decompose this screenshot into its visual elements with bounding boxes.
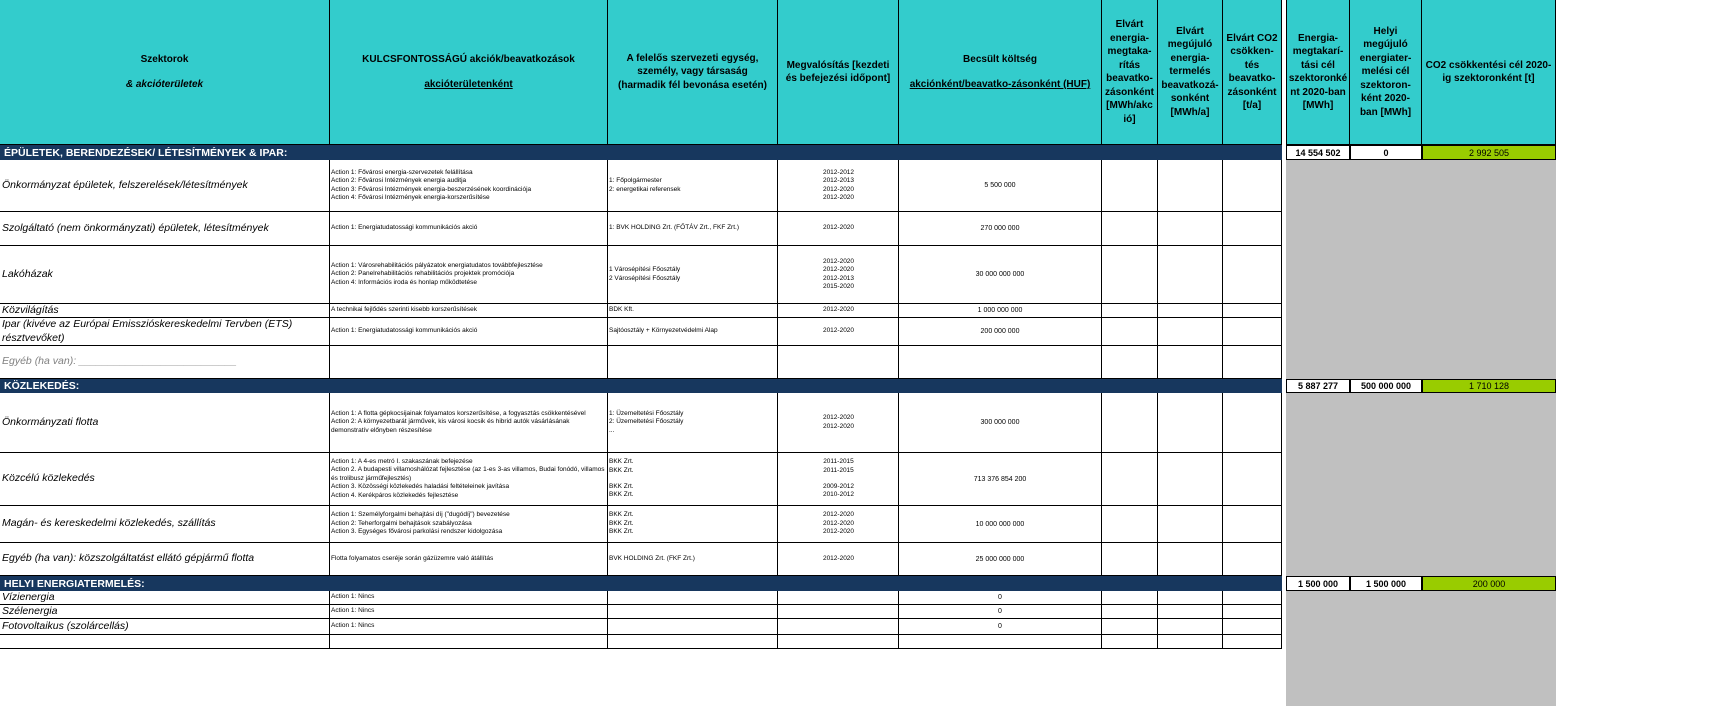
responsible-item: 1: BVK HOLDING Zrt. (FŐTÁV Zrt., FKF Zrt.) [609,224,740,232]
action-item: Action 3. Közösségi közlekedés haladási feltételeinek javítása [331,483,510,491]
period-cell [778,543,899,576]
empty-cell [1102,635,1158,649]
action-item: Action 4: Információs iroda és honlap működtetése [331,278,477,286]
empty-cell [1102,506,1158,543]
actions-cell [330,605,608,619]
responsible-item [609,475,777,483]
actions-cell [330,453,608,506]
responsible-item: BKK Zrt. [609,519,634,527]
period-item: 2012-2020 [822,306,855,314]
responsible-cell [608,605,778,619]
period-item: 2011-2015 [823,458,854,466]
actions-cell [330,591,608,605]
period-cell [778,346,899,379]
energy-target-value: 5 887 277 [1286,379,1350,393]
responsible-cell [608,318,778,346]
cost-cell: 5 500 000 [899,160,1102,212]
empty-cell [1223,246,1282,304]
period-item: 2012-2012 [822,168,855,176]
actions-cell [330,506,608,543]
empty-cell [1158,635,1223,649]
responsible-cell [608,160,778,212]
empty-cell [1158,246,1223,304]
period-cell [778,453,899,506]
period-cell [778,619,899,635]
action-item: Action 2: Fővárosi Intézmények energia auditja [331,177,467,185]
cost-cell [899,346,1102,379]
responsible-item: BKK Zrt. [609,483,634,490]
action-item: Action 1: A 4-es metró I. szakaszának befejezése [331,457,473,465]
responsible-item: 1: Üzemeltetési Főosztály [609,409,684,417]
empty-cell [1158,346,1223,379]
empty-cell [1158,453,1223,506]
period-item: 2009-2012 [822,483,855,490]
responsible-item: ... [609,426,615,434]
empty-cell [1158,318,1223,346]
sector-label: Vízienergia [0,591,330,605]
period-cell [778,212,899,246]
cost-cell: 10 000 000 000 [899,506,1102,543]
action-item: Action 1: Nincs [331,607,375,615]
period-item: 2012-2020 [822,185,855,193]
target-grey-area [1286,591,1556,706]
cost-cell: 0 [899,591,1102,605]
period-cell [778,393,899,453]
actions-cell [330,393,608,453]
cost-cell [899,635,1102,649]
cost-cell: 300 000 000 [899,393,1102,453]
action-item: Action 4: Fővárosi Intézmények energia-korszerűsítése [331,193,490,201]
actions-cell [330,635,608,649]
empty-cell [1158,591,1223,605]
cost-cell: 30 000 000 000 [899,246,1102,304]
period-cell [778,635,899,649]
period-item: 2012-2020 [822,224,855,232]
empty-cell [1102,304,1158,318]
cost-cell: 270 000 000 [899,212,1102,246]
period-item: 2012-2020 [822,266,855,274]
action-item: Action 1: A flotta gépkocsijainak folyamatos korszerűsítése, a fogyasztás csökkentésével [331,409,586,417]
sector-label: Magán- és kereskedelmi közlekedés, szállítás [0,506,330,543]
responsible-item: BKK Zrt. [609,458,634,466]
empty-cell [1102,246,1158,304]
header-period [778,0,899,145]
header-energy-saving [1102,0,1158,145]
responsible-cell [608,246,778,304]
header-co2-text: Elvárt CO2 csökken-tés beavatko-zásonként [t/a] [1226,32,1278,111]
responsible-cell [608,304,778,318]
section-title: KÖZLEKEDÉS: [0,379,1282,393]
action-item: Action 2: Teherforgalmi behajtások szabályozása [331,519,472,527]
sector-label: Önkormányzati flotta [0,393,330,453]
action-item: Action 3: Fővárosi Intézmények energia-beszerzésének koordinációja [331,185,532,193]
responsible-cell [608,506,778,543]
period-cell [778,160,899,212]
sector-label: Fotovoltaikus (szolárcellás) [0,619,330,635]
right-margin [1556,0,1715,706]
empty-cell [1223,635,1282,649]
empty-cell [1158,212,1223,246]
actions-cell [330,543,608,576]
empty-cell [1223,212,1282,246]
period-cell [778,318,899,346]
empty-cell [1223,318,1282,346]
empty-cell [1223,453,1282,506]
sector-label: Önkormányzat épületek, felszerelések/létesítmények [0,160,330,212]
responsible-item: BKK Zrt. [609,466,634,474]
responsible-cell [608,212,778,246]
header-energy-target [1286,0,1350,145]
period-item: 2015-2020 [822,282,855,290]
period-cell [778,591,899,605]
empty-cell [1158,543,1223,576]
empty-cell [1158,304,1223,318]
actions-cell [330,212,608,246]
cost-cell: 0 [899,619,1102,635]
co2-target-value: 2 992 505 [1422,145,1556,160]
sector-label: Szélenergia [0,605,330,619]
action-item: Action 1: Fővárosi energia-szervezetek felállítása [331,168,473,176]
action-item: Action 4. Kerékpáros közlekedés fejlesztése [331,491,459,499]
header-energy-saving-text: Elvárt energia-megtaka-rítás beavatko-zásonként [MWh/akc ió] [1105,19,1154,125]
actions-cell [330,318,608,346]
target-grey-area [1286,160,1556,379]
period-cell [778,506,899,543]
responsible-item: BKK Zrt. [609,491,634,499]
header-cost-title: Becsült költség [963,53,1037,65]
section-title: HELYI ENERGIATERMELÉS: [0,576,1282,591]
action-item: Action 2: Panelrehabilitációs rehabilitációs projektek promóciója [331,270,515,278]
header-responsible [608,0,778,145]
period-item: 2012-2020 [822,511,855,519]
header-actions-subtitle: akcióterületenként [424,79,513,90]
empty-cell [1102,543,1158,576]
period-item: 2012-2020 [822,193,855,201]
period-item: 2012-2020 [822,528,855,536]
header-co2-target-text: CO2 csökkentési cél 2020-ig szektoronként [t] [1425,59,1552,84]
action-item: Action 1: Személyforgalmi behajtási díj ("dugódíj") bevezetése [331,511,510,519]
responsible-item: 2: energetikai referensek [609,185,681,193]
co2-target-value: 1 710 128 [1422,379,1556,393]
cost-cell: 1 000 000 000 [899,304,1102,318]
empty-cell [1158,393,1223,453]
responsible-item: Sajtóosztály + Környezetvédelmi Alap [609,327,718,335]
header-cost-subtitle: akciónként/beavatko-zásonként (HUF) [909,79,1091,90]
action-item: A technikai fejlődés szerinti kisebb korszerűsítések [331,306,477,314]
responsible-item: 1 Városépítési Főosztály [609,266,681,274]
sector-label: Szolgáltató (nem önkormányzati) épületek, létesítmények [0,212,330,246]
empty-cell [1158,160,1223,212]
cost-cell: 713 376 854 200 [899,453,1102,506]
period-cell [778,246,899,304]
header-sectors [0,0,330,145]
header-responsible-text: A felelős szervezeti egység, személy, vagy társaság (harmadik fél bevonása esetén) [618,52,767,91]
cost-cell: 25 000 000 000 [899,543,1102,576]
empty-cell [1102,318,1158,346]
period-item: 2010-2012 [822,491,855,499]
empty-cell [1223,346,1282,379]
period-item: 2012-2020 [822,422,855,430]
responsible-item: BDK Kft. [609,306,634,314]
empty-cell [1223,393,1282,453]
empty-cell [1102,160,1158,212]
action-item: Action 3. Egységes fővárosi parkolási rendszer kidolgozása [331,528,503,536]
co2-target-value: 200 000 [1422,576,1556,591]
empty-cell [1223,591,1282,605]
responsible-item: BKK Zrt. [609,511,634,519]
header-renewable-target [1350,0,1422,145]
period-item: 2011-2015 [823,466,854,474]
responsible-cell [608,346,778,379]
responsible-cell [608,619,778,635]
header-energy-target-text: Energia-megtakarí-tási cél szektoronké nt 2020-ban [MWh] [1288,32,1348,111]
empty-cell [1223,160,1282,212]
header-period-text: Megvalósítás [kezdeti és befejezési időpont] [785,59,891,84]
period-cell [778,605,899,619]
sector-label: Lakóházak [0,246,330,304]
responsible-cell [608,635,778,649]
responsible-cell [608,453,778,506]
responsible-item: BVK HOLDING Zrt. (FKF Zrt.) [609,554,695,562]
empty-cell [1102,453,1158,506]
renewable-target-value: 500 000 000 [1350,379,1422,393]
cost-cell: 0 [899,605,1102,619]
section-title: ÉPÜLETEK, BERENDEZÉSEK/ LÉTESÍTMÉNYEK & IPAR: [0,145,1282,160]
responsible-cell [608,393,778,453]
cost-cell: 200 000 000 [899,318,1102,346]
header-co2 [1223,0,1282,145]
responsible-item: 2 Városépítési Főosztály [609,274,681,282]
empty-cell [1158,506,1223,543]
empty-cell [1223,304,1282,318]
responsible-item: 2: Üzemeltetési Főosztály [609,418,684,426]
empty-cell [1102,346,1158,379]
renewable-target-value: 1 500 000 [1350,576,1422,591]
period-item: 2012-2020 [822,554,855,562]
empty-cell [1223,506,1282,543]
empty-cell [1223,619,1282,635]
responsible-item: 1: Főpolgármester [609,177,662,185]
empty-cell [1223,605,1282,619]
actions-cell [330,246,608,304]
action-item: Flotta folyamatos cseréje során gázüzemre való átállítás [331,554,494,562]
actions-cell [330,304,608,318]
responsible-cell [608,591,778,605]
empty-cell [1102,605,1158,619]
period-item: 2012-2013 [822,274,855,282]
header-sectors-subtitle: & akcióterületek [125,79,204,90]
action-item: Action 2: A környezetbarát járművek, kis városi kocsik és hibrid autók vásárlásának demonstratív előnyben részesítése [331,418,570,434]
action-item: Action 1: Energiatudatossági kommunikációs akció [331,224,478,232]
sector-label: Ipar (kivéve az Európai Emisszióskereskedelmi Tervben (ETS) résztvevőket) [0,318,330,346]
renewable-target-value: 0 [1350,145,1422,160]
energy-target-value: 14 554 502 [1286,145,1350,160]
empty-cell [1102,393,1158,453]
period-item: 2012-2020 [822,257,855,265]
period-item: 2012-2013 [822,177,855,185]
period-item: 2012-2020 [822,519,855,527]
header-actions [330,0,608,145]
empty-cell [1102,619,1158,635]
actions-cell [330,160,608,212]
header-cost [899,0,1102,145]
period-item: 2012-2020 [822,327,855,335]
responsible-item: BKK Zrt. [609,528,634,536]
action-item: Action 1: Nincs [331,622,375,630]
header-actions-title: KULCSFONTOSSÁGÚ akciók/beavatkozások [362,53,575,65]
header-sectors-title: Szektorok [140,53,189,65]
responsible-cell [608,543,778,576]
target-grey-area [1286,393,1556,576]
sector-label [0,635,330,649]
action-item: Action 1: Városrehabilitációs pályázatok energiatudatos továbbfejlesztése [331,261,543,269]
period-item: 2012-2020 [822,414,855,422]
empty-cell [1102,591,1158,605]
header-co2-target [1422,0,1556,145]
actions-cell [330,619,608,635]
action-item: Action 1: Nincs [331,593,375,601]
energy-target-value: 1 500 000 [1286,576,1350,591]
header-renewable [1158,0,1223,145]
empty-cell [1223,543,1282,576]
header-renewable-target-text: Helyi megújuló energiater-melési cél szektoron-ként 2020-ban [MWh] [1359,25,1412,118]
empty-cell [1158,619,1223,635]
action-item: Action 2. A budapesti villamoshálózat fejlesztése (az 1-es 3-as villamos, Budai fonódó, villamos és trolibusz járműfejlesztés) [331,466,605,482]
empty-cell [1102,212,1158,246]
sector-label: Egyéb (ha van): közszolgáltatást ellátó gépjármű flotta [0,543,330,576]
actions-cell [330,346,608,379]
action-item: Action 1: Energiatudatossági kommunikációs akció [331,327,478,335]
sector-label: Közvilágítás [0,304,330,318]
sector-label: Közcélú közlekedés [0,453,330,506]
period-cell [778,304,899,318]
header-renewable-text: Elvárt megújuló energia-termelés beavatkozá-sonként [MWh/a] [1161,25,1219,118]
empty-cell [1158,605,1223,619]
sector-label: Egyéb (ha van): ___________________________ [0,346,330,379]
